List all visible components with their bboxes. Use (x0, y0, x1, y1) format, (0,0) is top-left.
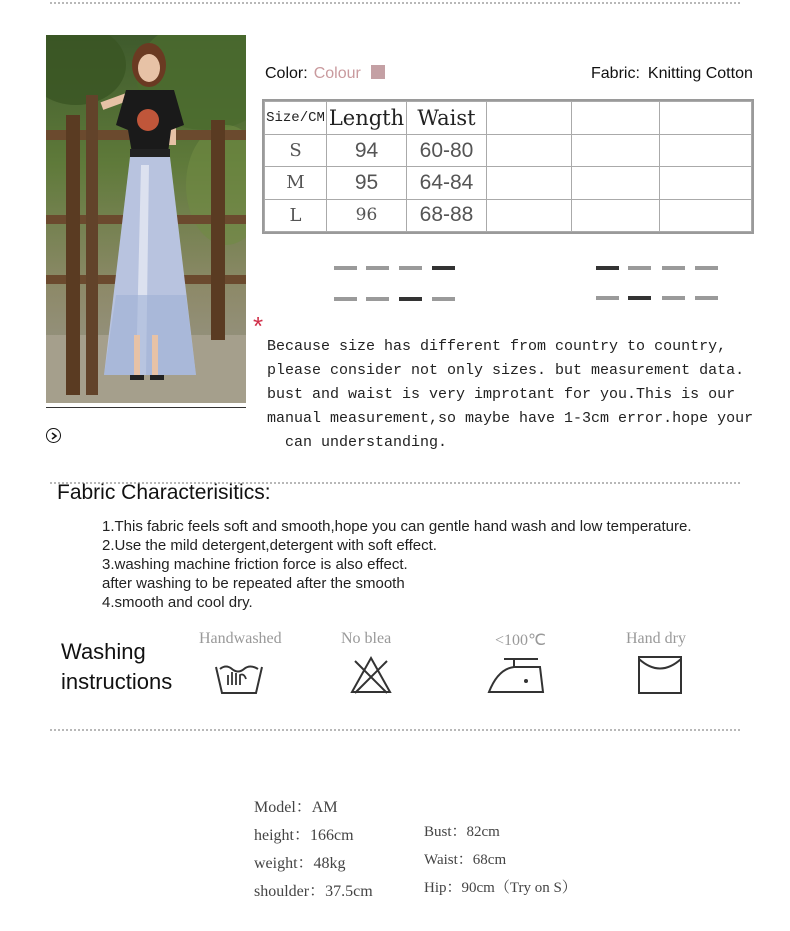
color-swatch (371, 65, 385, 79)
empty-cell (487, 167, 572, 199)
no-bleach-label: No blea (341, 630, 392, 647)
model-photo-illustration (46, 35, 246, 403)
size-cell: S (265, 135, 327, 167)
model-hip: Hip：90cm（Try on S） (424, 880, 577, 896)
empty-cell (660, 167, 752, 199)
list-item: 2.Use the mild detergent,detergent with soft effect. (102, 537, 437, 554)
list-item: 4.smooth and cool dry. (102, 594, 253, 611)
dash-mark (432, 266, 455, 270)
list-item: after washing to be repeated after the smooth (102, 575, 405, 592)
dash-mark (366, 297, 389, 301)
dash-mark (432, 297, 455, 301)
play-circle-icon[interactable] (46, 428, 61, 443)
empty-cell (660, 135, 752, 167)
waist-cell: 68-88 (407, 199, 487, 231)
model-weight: weight：48kg (254, 855, 346, 872)
model-name: Model：AM (254, 799, 338, 816)
color-value: Colour (313, 65, 361, 82)
color-label: Color: (265, 65, 308, 82)
product-photo (46, 35, 246, 403)
waist-cell: 60-80 (407, 135, 487, 167)
dash-mark (596, 296, 619, 300)
fabric-label: Fabric: (591, 65, 640, 82)
model-shoulder: shoulder：37.5cm (254, 883, 373, 900)
size-table (262, 99, 754, 234)
empty-cell (487, 135, 572, 167)
list-item: 3.washing machine friction force is also effect. (102, 556, 408, 573)
header-size: Size/CM (265, 102, 327, 135)
washing-title (61, 637, 172, 697)
length-cell: 96 (327, 199, 407, 231)
size-cell: M (265, 167, 327, 199)
iron-label: <100℃ (495, 632, 546, 649)
dash-mark (399, 266, 422, 270)
dash-mark (695, 266, 718, 270)
fabric-value: Knitting Cotton (647, 65, 753, 82)
empty-cell (572, 199, 660, 231)
model-waist: Waist：68cm (424, 852, 507, 868)
empty-cell (572, 167, 660, 199)
table-row (265, 199, 752, 231)
no-bleach-icon (349, 655, 393, 695)
length-cell: 95 (327, 167, 407, 199)
empty-cell (660, 102, 752, 135)
empty-cell (572, 102, 660, 135)
fabric-row (591, 65, 753, 83)
fabric-characteristics-title: Fabric Characterisitics: (57, 481, 271, 504)
washing-title-line1: Washing (61, 639, 146, 664)
section-divider (50, 729, 740, 731)
dash-mark (399, 297, 422, 301)
table-row (265, 135, 752, 167)
dash-mark (596, 266, 619, 270)
header-length: Length (327, 102, 407, 135)
dash-mark (662, 266, 685, 270)
size-note: Because size has different from country to country, please consider not only sizes. but measurement data. bust and waist is very improtant for you.This is our manual measurement,so maybe have 1-3cm error.hope your can understanding. (267, 338, 754, 451)
empty-cell (487, 102, 572, 135)
empty-cell (487, 199, 572, 231)
size-cell: L (265, 199, 327, 231)
dash-mark (695, 296, 718, 300)
handwash-label: Handwashed (199, 630, 282, 647)
handwash-icon (214, 655, 264, 695)
list-item: 1.This fabric feels soft and smooth,hope you can gentle hand wash and low temperature. (102, 518, 692, 535)
dash-mark (628, 296, 651, 300)
dash-mark (334, 297, 357, 301)
dash-mark (334, 266, 357, 270)
model-height: height：166cm (254, 827, 354, 844)
table-row (265, 167, 752, 199)
color-row (265, 65, 385, 83)
iron-icon (486, 655, 546, 695)
hand-dry-icon (638, 656, 682, 694)
waist-cell: 64-84 (407, 167, 487, 199)
hand-dry-label: Hand dry (626, 630, 686, 647)
empty-cell (572, 135, 660, 167)
length-cell: 94 (327, 135, 407, 167)
washing-title-line2: instructions (61, 669, 173, 694)
note-asterisk: * (253, 311, 264, 341)
top-divider (50, 2, 740, 4)
header-waist: Waist (407, 102, 487, 135)
dash-mark (366, 266, 389, 270)
dash-mark (662, 296, 685, 300)
photo-underline (46, 407, 246, 408)
dash-mark (628, 266, 651, 270)
fabric-characteristics-list (102, 517, 692, 612)
size-table-header (265, 102, 752, 135)
model-bust: Bust：82cm (424, 824, 500, 840)
empty-cell (660, 199, 752, 231)
